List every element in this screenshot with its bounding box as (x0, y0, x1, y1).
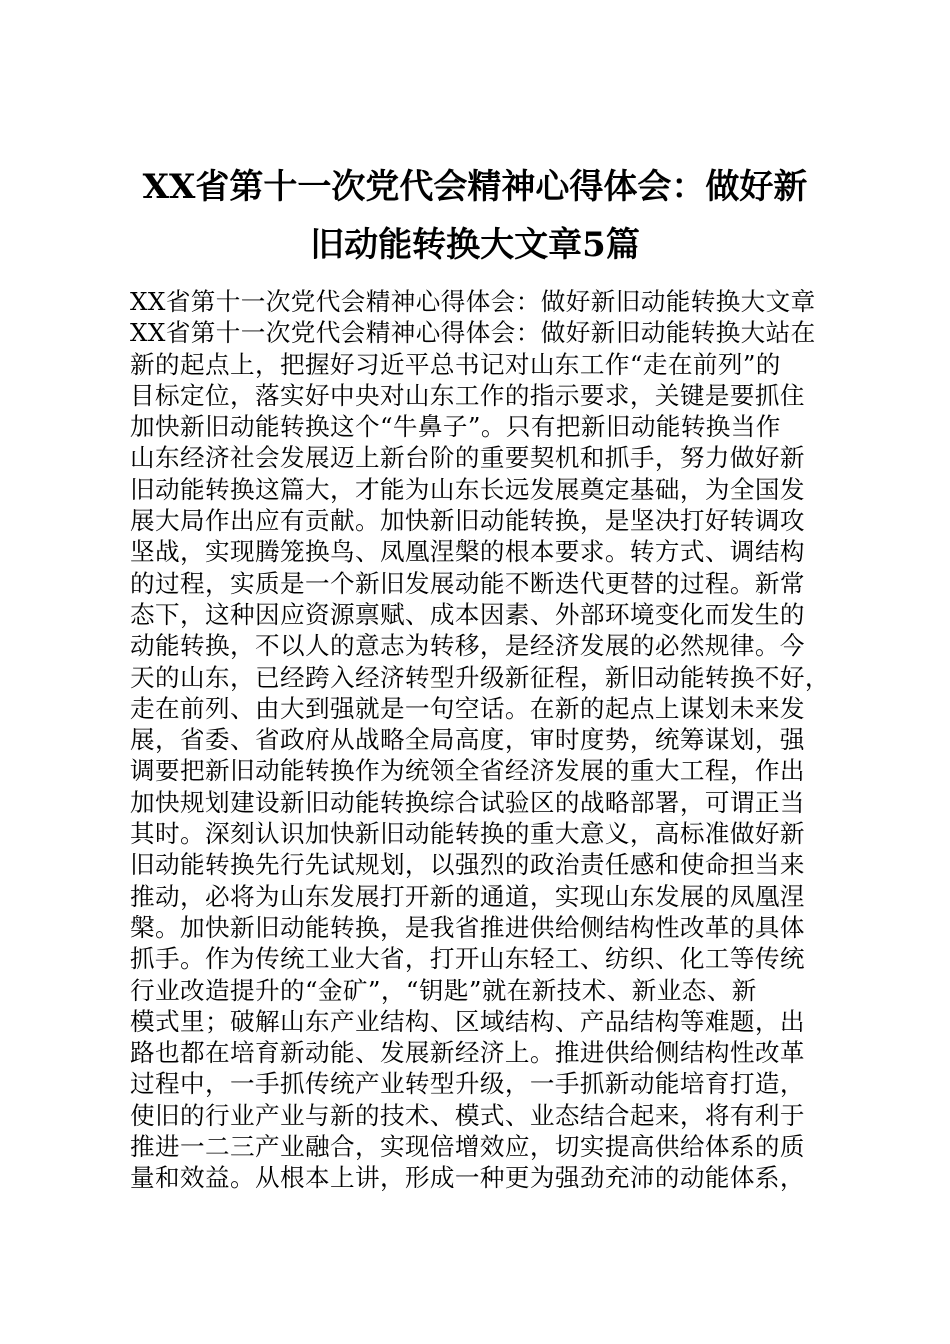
body-line-17: 加快规划建设新旧动能转换综合试验区的战略部署，可谓正当 (130, 787, 805, 817)
body-line-2: XX省第十一次党代会精神心得体会：做好新旧动能转换大站在 (130, 318, 816, 348)
body-line-19: 旧动能转换先行先试规划，以强烈的政治责任感和使命担当来 (130, 850, 805, 880)
body-line-24: 模式里；破解山东产业结构、区域结构、产品结构等难题，出 (130, 1006, 805, 1036)
body-line-21: 槃。加快新旧动能转换，是我省推进供给侧结构性改革的具体 (130, 912, 805, 942)
body-line-25: 路也都在培育新动能、发展新经济上。推进供给侧结构性改革 (130, 1038, 805, 1068)
body-line-23: 行业改造提升的“金矿”，“钥匙”就在新技术、新业态、新 (130, 975, 757, 1005)
body-line-12: 动能转换，不以人的意志为转移，是经济发展的必然规律。今 (130, 631, 805, 661)
body-line-5: 加快新旧动能转换这个“牛鼻子”。只有把新旧动能转换当作 (130, 412, 781, 442)
body-line-7: 旧动能转换这篇大，才能为山东长远发展奠定基础，为全国发 (130, 474, 805, 504)
body-line-3: 新的起点上，把握好习近平总书记对山东工作“走在前列”的 (130, 349, 781, 379)
body-line-1: XX省第十一次党代会精神心得体会：做好新旧动能转换大文章 (130, 287, 816, 316)
title-line-2: 旧动能转换大文章5篇 (310, 225, 640, 265)
body-line-29: 量和效益。从根本上讲，形成一种更为强劲充沛的动能体系， (130, 1163, 805, 1193)
document-title (110, 158, 840, 274)
body-line-20: 推动，必将为山东发展打开新的通道，实现山东发展的凤凰涅 (130, 881, 805, 911)
body-line-13: 天的山东，已经跨入经济转型升级新征程，新旧动能转换不好， (130, 662, 830, 692)
body-line-11: 态下，这种因应资源禀赋、成本因素、外部环境变化而发生的 (130, 599, 805, 629)
body-line-6: 山东经济社会发展迈上新台阶的重要契机和抓手，努力做好新 (130, 443, 805, 473)
body-line-4: 目标定位，落实好中央对山东工作的指示要求，关键是要抓住 (130, 380, 805, 410)
body-line-27: 使旧的行业产业与新的技术、模式、业态结合起来，将有利于 (130, 1100, 805, 1130)
body-line-22: 抓手。作为传统工业大省，打开山东轻工、纺织、化工等传统 (130, 944, 805, 974)
body-line-9: 坚战，实现腾笼换鸟、凤凰涅槃的根本要求。转方式、调结构 (130, 537, 805, 567)
body-text (130, 286, 850, 1194)
body-line-16: 调要把新旧动能转换作为统领全省经济发展的重大工程，作出 (130, 756, 805, 786)
body-line-18: 其时。深刻认识加快新旧动能转换的重大意义，高标准做好新 (130, 819, 805, 849)
body-line-10: 的过程，实质是一个新旧发展动能不断迭代更替的过程。新常 (130, 568, 805, 598)
body-line-15: 展，省委、省政府从战略全局高度，审时度势，统筹谋划，强 (130, 725, 805, 755)
body-line-8: 展大局作出应有贡献。加快新旧动能转换，是坚决打好转调攻 (130, 506, 805, 536)
title-line-1: XX省第十一次党代会精神心得体会：做好新 (142, 167, 808, 207)
body-line-28: 推进一二三产业融合，实现倍增效应，切实提高供给体系的质 (130, 1132, 805, 1162)
body-line-26: 过程中，一手抓传统产业转型升级，一手抓新动能培育打造， (130, 1069, 805, 1099)
body-line-14: 走在前列、由大到强就是一句空话。在新的起点上谋划未来发 (130, 693, 805, 723)
